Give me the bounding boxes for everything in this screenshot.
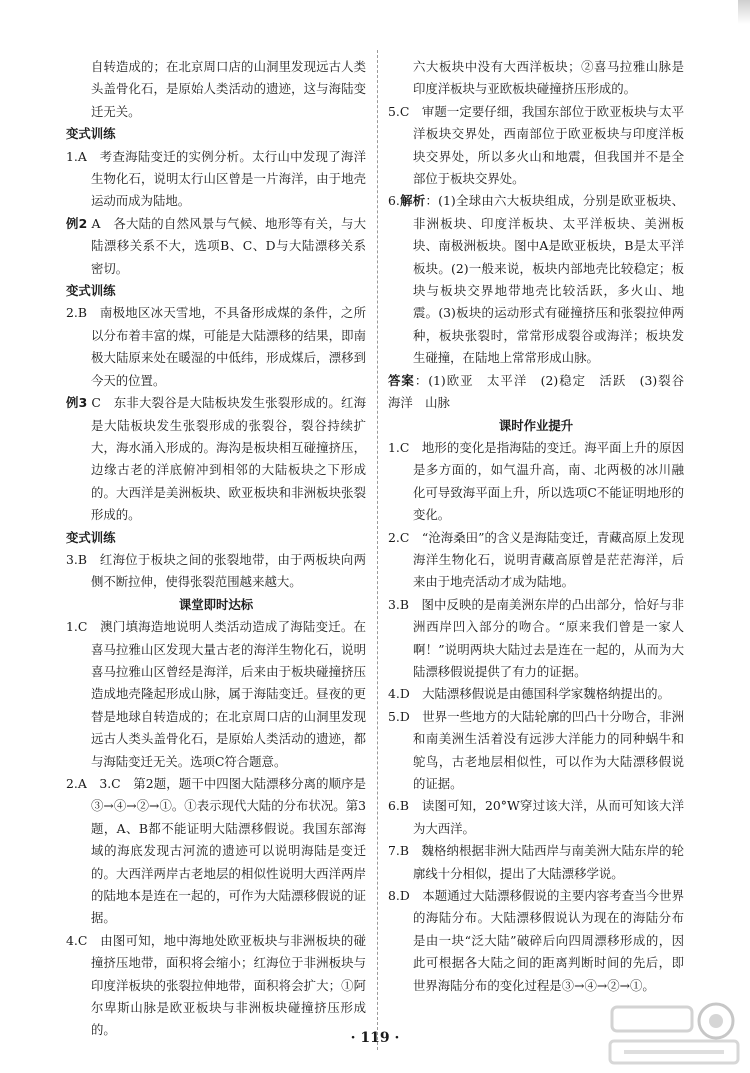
analysis-label: 解析 — [399, 193, 426, 209]
section-heading-variant-training: 变式训练 — [66, 126, 116, 142]
answer-item: 3.B 图中反映的是南美洲东岸的凸出部分，恰好与非洲西岸凹入部分的吻合。“原来我们曾是一家人啊！”说明两块大陆过去是连在一起的，从而为大陆漂移假说提供了有力的证据。 — [388, 596, 684, 679]
answer-item: 5.C 审题一定要仔细，我国东部位于欧亚板块与太平洋板块交界处，西南部位于欧亚板块与印度洋板块交界处，所以多火山和地震，但我国并不是全部位于板块交界处。 — [388, 103, 684, 187]
example-text: C 东非大裂谷是大陆板块发生张裂形成的。红海是大陆板块发生张裂形成的张裂谷，裂谷持续扩大，海水涌入形成的。海沟是板块相互碰撞挤压，边缘古老的洋底俯冲到相邻的大陆板块之下形成的。大西洋是美洲板块、欧亚板块和非洲板块张裂形成的。 — [91, 395, 366, 523]
answer-label: 答案 — [388, 372, 415, 388]
answer-item: 2.B 南极地区冰天雪地，不具备形成煤的条件，之所以分布着丰富的煤，可能是大陆漂移的结果，即南极大陆原来处在暖湿的中低纬，形成煤后，漂移到今天的位置。 — [66, 305, 366, 388]
answer-item: 2.A 3.C 第2题，题干中四图大陆漂移分离的顺序是③→④→②→①。①表示现代大陆的分布状况。第3题，A、B都不能证明大陆漂移假说。我国东部海域的海底发现古河流的遗迹可以说明海陆是变迁的。大西洋两岸古老地层的相似性说明大西洋两岸的陆地本是连在一起的，可作为大陆漂移假说的证据。 — [66, 776, 366, 926]
page-number: · 119 · — [350, 1030, 400, 1046]
item-number: 6. — [388, 193, 400, 209]
section-heading-variant-training: 变式训练 — [66, 529, 116, 545]
answer-block — [388, 370, 697, 415]
scan-edge-mark — [738, 0, 750, 24]
answer-item: 1.C 地形的变化是指海陆的变迁。海平面上升的原因是多方面的，如气温升高，南、北两极的冰川融化可导致海平面上升，所以选项C不能证明地形的变化。 — [388, 439, 684, 523]
answer-item: 2.C “沧海桑田”的含义是海陆变迁，青藏高原上发现海洋生物化石，说明青藏高原曾是茫茫海洋，后来由于地壳活动才成为陆地。 — [388, 529, 684, 590]
example-2 — [66, 213, 366, 280]
answer-item: 6.B 读图可知，20°W穿过该大洋，从而可知该大洋为大西洋。 — [388, 798, 684, 836]
answer-item: 7.B 魏格纳根据非洲大陆西岸与南美洲大陆东岸的轮廓线十分相似，提出了大陆漂移学说。 — [388, 843, 684, 881]
answer-item-6 — [388, 190, 684, 369]
example-text: A 各大陆的自然风景与气候、地形等有关，与大陆漂移关系不大，选项B、C、D与大陆漂移关系密切。 — [91, 215, 366, 276]
left-column — [66, 56, 366, 1042]
section-heading-classroom: 课堂即时达标 — [178, 596, 254, 612]
answer-item: 3.B 红海位于板块之间的张裂地带，由于两板块向两侧不断拉伸，使得张裂范围越来越大。 — [66, 551, 366, 590]
answer-item: 1.C 澳门填海造地说明人类活动造成了海陆变迁。在喜马拉雅山区发现大量古老的海洋生物化石，说明喜马拉雅山区曾经是海洋，后来由于板块碰撞挤压造成地壳隆起形成山脉，属于海陆变迁。昼夜的更替是地球自转造成的；在北京周口店的山洞里发现远古人类头盖骨化石，是原始人类活动的遗迹，都与海陆变迁无关。选项C符合题意。 — [66, 619, 366, 769]
continued-text: 自转造成的；在北京周口店的山洞里发现远古人类头盖骨化石，是原始人类活动的遗迹，这与海陆变迁无关。 — [91, 59, 366, 119]
answer-item: 5.D 世界一些地方的大陆轮廓的凹凸十分吻合，非洲和南美洲生活着没有远涉大洋能力的同种蜗牛和鸵鸟，古老地层相似性，可以作为大陆漂移假说的证据。 — [388, 708, 684, 791]
answer-item: 4.C 由图可知，地中海地处欧亚板块与非洲板块的碰撞挤压地带，面积将会缩小；红海位于非洲板块与印度洋板块的张裂拉伸地带，面积将会扩大；①阿尔卑斯山脉是欧亚板块与非洲板块碰撞挤压形成的。 — [66, 932, 366, 1038]
analysis-text: ：(1)全球由六大板块组成，分别是欧亚板块、非洲板块、印度洋板块、太平洋板块、美洲板块、南极洲板块。图中A是欧亚板块，B是太平洋板块。(2)一般来说，板块内部地壳比较稳定；板块与板块交界地带地壳比较活跃，多火山、地震。(3)板块的运动形式有碰撞挤压和张裂拉伸两种，板块张裂时，常常形成裂谷或海洋；板块发生碰撞，在陆地上常常形成山脉。 — [413, 193, 684, 366]
answer-item: 8.D 本题通过大陆漂移假说的主要内容考查当今世界的海陆分布。大陆漂移假说认为现在的海陆分布是由一块“泛大陆”破碎后向四周漂移形成的，因此可根据各大陆之间的距离判断时间的先后，即世界海陆分布的变化过程是③→④→②→①。 — [388, 888, 684, 993]
example-3 — [66, 392, 366, 526]
continued-text: 六大板块中没有大西洋板块；②喜马拉雅山脉是印度洋板块与亚欧板块碰撞挤压形成的。 — [413, 59, 684, 97]
column-divider — [377, 50, 378, 1050]
answer-item: 4.D 大陆漂移假说是由德国科学家魏格纳提出的。 — [388, 686, 670, 702]
example-label: 例3 — [66, 395, 88, 411]
right-column — [388, 56, 697, 997]
section-heading-variant-training: 变式训练 — [66, 283, 116, 299]
answer-text: ：(1)欧亚 太平洋 (2)稳定 活跃 (3)裂谷 海洋 山脉 — [388, 372, 697, 411]
section-heading-homework: 课时作业提升 — [498, 417, 574, 433]
example-label: 例2 — [66, 215, 88, 231]
watermark-logo — [604, 999, 744, 1069]
answer-item: 1.A 考查海陆变迁的实例分析。太行山中发现了海洋生物化石，说明太行山区曾是一片海洋，由于地壳运动而成为陆地。 — [66, 148, 366, 209]
